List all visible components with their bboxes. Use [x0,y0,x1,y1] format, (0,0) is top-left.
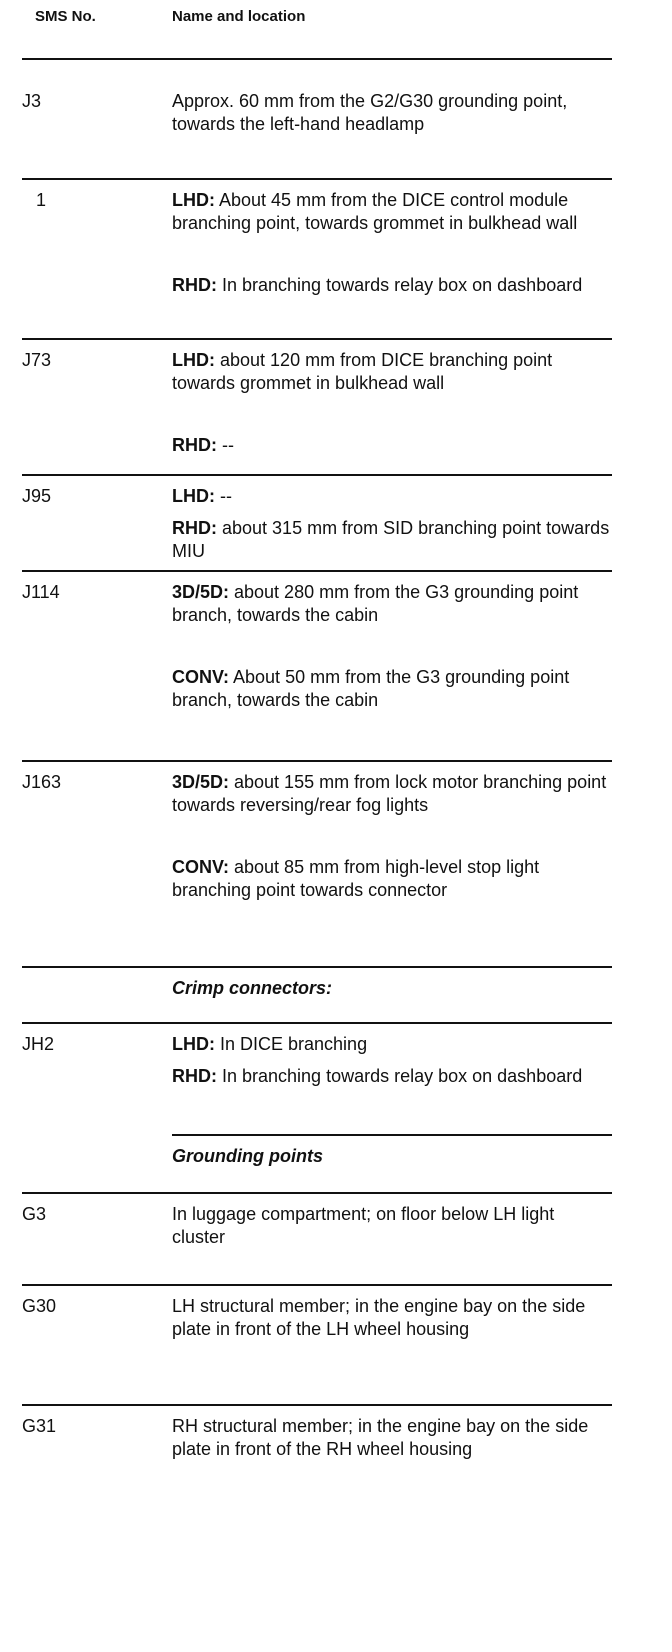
row-divider [22,760,612,762]
location-description [172,485,612,508]
row-divider [22,966,612,968]
location-text: about 120 mm from DICE branching point towards grommet in bulkhead wall [172,350,553,393]
variant-tag: CONV: [172,667,230,687]
location-paragraph [172,1033,612,1056]
variant-tag: LHD: [172,350,215,370]
location-description [172,434,612,457]
sms-code: J73 [22,350,52,370]
variant-tag: CONV: [172,857,230,877]
header-divider [22,58,612,60]
variant-tag: 3D/5D: [172,772,230,792]
sms-code: J114 [22,582,60,602]
variant-tag: RHD: [172,275,217,295]
location-text: LH structural member; in the engine bay on the side plate in front of the LH wheel housing [172,1296,586,1339]
variant-tag: RHD: [172,1066,217,1086]
row-divider [22,1284,612,1286]
location-text: about 155 mm from lock motor branching point towards reversing/rear fog lights [172,772,607,815]
row-divider [22,1404,612,1406]
location-description [172,581,612,627]
location-text: -- [215,486,232,506]
location-text: about 280 mm from the G3 grounding point branch, towards the cabin [172,582,579,625]
location-paragraph [172,771,612,817]
location-text: About 45 mm from the DICE control module branching point, towards grommet in bulkhead wall [172,190,578,233]
location-description [172,517,612,563]
location-paragraph [172,434,612,457]
location-description [172,771,612,817]
location-text: In branching towards relay box on dashboard [217,1066,583,1086]
column-header-sms-no: SMS No. [35,8,96,25]
location-paragraph [172,517,612,563]
variant-tag: RHD: [172,435,217,455]
location-description [172,189,612,235]
sms-code: J95 [22,486,52,506]
location-text: About 50 mm from the G3 grounding point branch, towards the cabin [172,667,570,710]
sms-code: JH2 [22,1034,55,1054]
location-description [172,1295,612,1341]
location-paragraph [172,666,612,712]
location-text: RH structural member; in the engine bay on the side plate in front of the RH wheel housing [172,1416,589,1459]
sms-code: J163 [22,772,62,792]
location-text: In luggage compartment; on floor below LH light cluster [172,1204,555,1247]
location-paragraph [172,1065,612,1088]
location-paragraph [172,485,612,508]
location-description [172,1415,612,1461]
location-paragraph [172,274,612,297]
row-divider [22,338,612,340]
sms-code: G3 [22,1204,47,1224]
sms-code: 1 [36,190,47,210]
location-paragraph [172,856,612,902]
location-description [172,274,612,297]
location-text: -- [217,435,234,455]
variant-tag: LHD: [172,1034,215,1054]
row-divider [22,474,612,476]
location-description [172,1065,612,1088]
variant-tag: 3D/5D: [172,582,230,602]
location-text: about 85 mm from high-level stop light branching point towards connector [172,857,540,900]
row-divider [22,178,612,180]
section-heading: Grounding points [172,1146,323,1166]
sms-code: J3 [22,91,42,111]
row-divider [22,570,612,572]
location-description [172,666,612,712]
sms-code: G30 [22,1296,57,1316]
location-paragraph [172,189,612,235]
location-description [172,856,612,902]
location-text: In DICE branching [215,1034,368,1054]
variant-tag: RHD: [172,518,217,538]
location-description [172,1033,612,1056]
table-header [0,0,672,58]
section-heading: Crimp connectors: [172,978,333,998]
location-paragraph [172,349,612,395]
location-paragraph [172,581,612,627]
location-description [172,349,612,395]
location-text: Approx. 60 mm from the G2/G30 grounding point, towards the left-hand headlamp [172,91,568,134]
row-divider [172,1134,612,1136]
row-divider [22,1022,612,1024]
sms-code: G31 [22,1416,57,1436]
variant-tag: LHD: [172,486,215,506]
row-divider [22,1192,612,1194]
location-text: about 315 mm from SID branching point towards MIU [172,518,610,561]
column-header-name-location: Name and location [172,8,306,25]
location-text: In branching towards relay box on dashboard [217,275,583,295]
variant-tag: LHD: [172,190,215,210]
location-description [172,1203,612,1249]
location-description [172,90,612,136]
